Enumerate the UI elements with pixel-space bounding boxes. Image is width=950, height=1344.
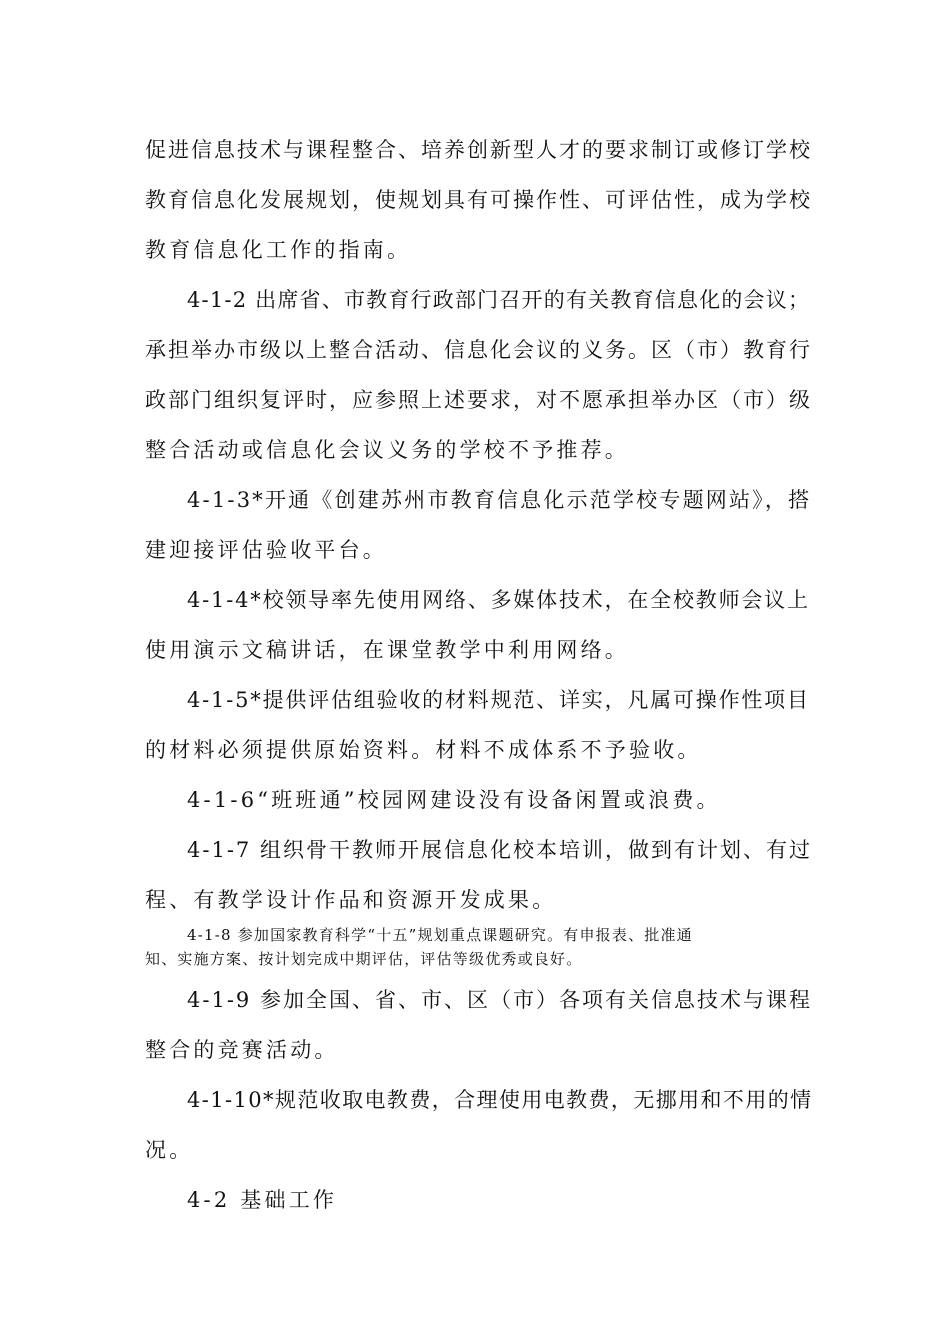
text-line: 教育信息化发展规划，使规划具有可操作性、可评估性，成为学校 (145, 188, 812, 212)
text-line: 4-1-3*开通《创建苏州市教育信息化示范学校专题网站》，搭 (187, 488, 812, 512)
text-line: 整合的竞赛活动。 (145, 1038, 339, 1062)
text-line: 承担举办市级以上整合活动、信息化会议的义务。区（市）教育行 (145, 338, 812, 362)
text-line: 使用演示文稿讲话，在课堂教学中利用网络。 (145, 638, 629, 662)
text-line: 4-1-2 出席省、市教育行政部门召开的有关教育信息化的会议； (187, 288, 811, 312)
text-line: 4-1-7 组织骨干教师开展信息化校本培训，做到有计划、有过 (187, 838, 812, 862)
text-line: 的材料必须提供原始资料。材料不成体系不予验收。 (145, 738, 702, 762)
text-line: 况。 (145, 1138, 194, 1162)
text-line: 政部门组织复评时，应参照上述要求，对不愿承担举办区（市）级 (145, 388, 812, 412)
text-line: 知、实施方案、按计划完成中期评估，评估等级优秀或良好。 (145, 950, 583, 968)
text-line: 程、有教学设计作品和资源开发成果。 (145, 888, 557, 912)
text-line: 整合活动或信息化会议义务的学校不予推荐。 (145, 438, 629, 462)
text-line: 4-1-5*提供评估组验收的材料规范、详实，凡属可操作性项目 (187, 688, 810, 712)
text-line: 4-1-6“班班通”校园网建设没有设备闲置或浪费。 (187, 788, 721, 812)
section-heading: 4-2 基础工作 (187, 1188, 338, 1212)
text-line: 建迎接评估验收平台。 (145, 538, 387, 562)
text-line: 4-1-9 参加全国、省、市、区（市）各项有关信息技术与课程 (187, 988, 812, 1012)
text-line: 促进信息技术与课程整合、培养创新型人才的要求制订或修订学校 (145, 138, 812, 162)
text-line: 4-1-8 参加国家教育科学“十五”规划重点课题研究。有申报表、批准通 (187, 926, 693, 944)
text-line: 教育信息化工作的指南。 (145, 238, 412, 262)
text-line: 4-1-4*校领导率先使用网络、多媒体技术，在全校教师会议上 (187, 588, 810, 612)
text-line: 4-1-10*规范收取电教费，合理使用电教费，无挪用和不用的情 (187, 1088, 813, 1112)
